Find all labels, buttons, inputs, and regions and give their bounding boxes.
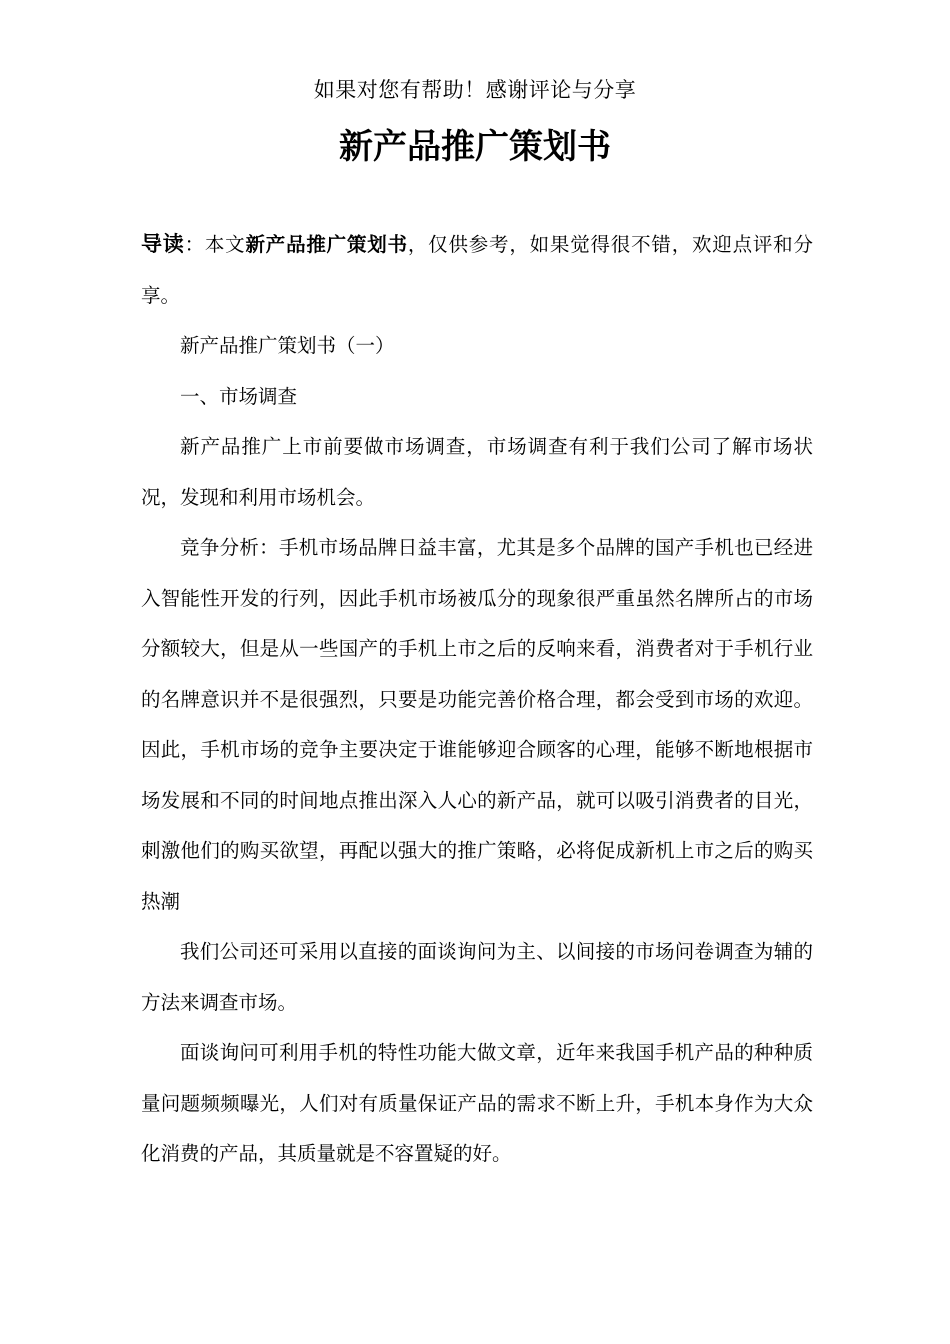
intro-doc-name: 新产品推广策划书 xyxy=(245,233,408,256)
header-note: 如果对您有帮助！感谢评论与分享 xyxy=(313,78,637,102)
body-paragraph: 新产品推广上市前要做市场调查，市场调查有利于我们公司了解市场状况，发现和利用市场机会。 xyxy=(141,435,813,509)
intro-colon: ： xyxy=(184,233,205,256)
body-paragraph: 我们公司还可采用以直接的面谈询问为主、以间接的市场问卷调查为辅的方法来调查市场。 xyxy=(141,940,813,1014)
intro-paragraph xyxy=(141,219,813,321)
body-paragraph: 面谈询问可利用手机的特性功能大做文章，近年来我国手机产品的种种质量问题频频曝光，人们对有质量保证产品的需求不断上升，手机本身作为大众化消费的产品，其质量就是不容置疑的好。 xyxy=(141,1041,813,1165)
document-body xyxy=(141,219,813,1180)
intro-suffix: ，仅供参考，如果觉得很不错，欢迎点评和分享。 xyxy=(141,233,813,307)
intro-label: 导读 xyxy=(141,232,185,256)
subsection-heading: 一、市场调查 xyxy=(180,384,298,408)
body-paragraph: 竞争分析：手机市场品牌日益丰富，尤其是多个品牌的国产手机也已经进入智能性开发的行列，因此手机市场被瓜分的现象很严重虽然名牌所占的市场分额较大，但是从一些国产的手机上市之后的反响来看，消费者对于手机行业的名牌意识并不是很强烈，只要是功能完善价格合理，都会受到市场的欢迎。因此，手机市场的竞争主要决定于谁能够迎合顾客的心理，能够不断地根据市场发展和不同的时间地点推出深入人心的新产品，就可以吸引消费者的目光，刺激他们的购买欲望，再配以强大的推广策略，必将促成新机上市之后的购买热潮 xyxy=(141,536,813,913)
section-heading: 新产品推广策划书（一） xyxy=(180,334,395,357)
document-title: 新产品推广策划书 xyxy=(339,127,611,167)
intro-prefix: 本文 xyxy=(204,233,246,256)
